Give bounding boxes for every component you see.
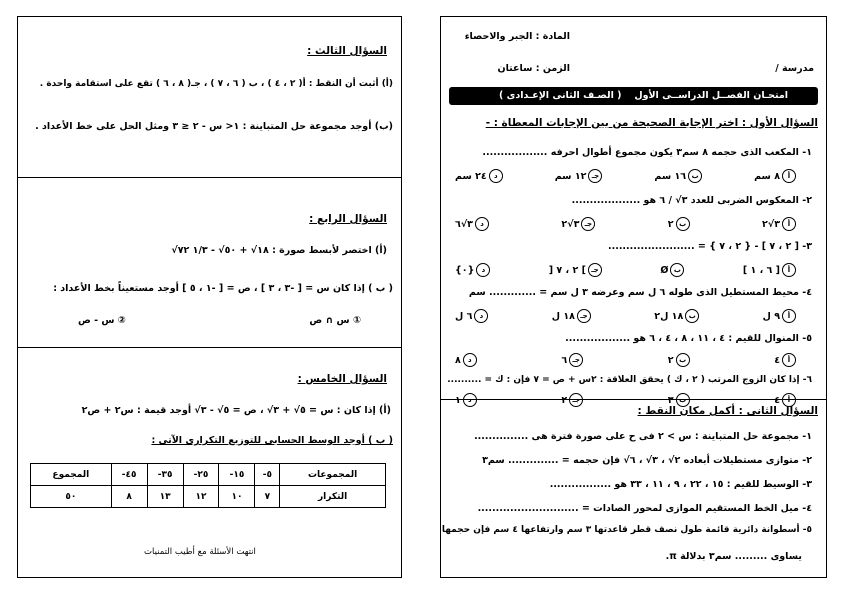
- q2-title: السؤال الثانى : أكمل مكان النقط :: [637, 405, 818, 417]
- section-divider: [18, 177, 401, 178]
- option-text: ٢٤ سم: [455, 170, 487, 182]
- option[interactable]: [668, 353, 690, 367]
- option[interactable]: [455, 309, 488, 323]
- exam-page-right: [440, 16, 827, 578]
- q5-title: السؤال الخامس :: [297, 373, 387, 385]
- option[interactable]: [549, 263, 602, 277]
- option[interactable]: [754, 169, 796, 183]
- option-letter: د: [475, 217, 489, 231]
- option-text: ٢: [667, 218, 674, 230]
- option-letter: أ: [782, 263, 796, 277]
- q-text: المنوال للقيم : ٤ ، ١١ ، ٨ ، ٤ ، ٦ هو ..................: [565, 333, 799, 344]
- option-text: ٣: [667, 394, 674, 406]
- table-cell: ٧: [255, 486, 280, 508]
- option-text: ٣√٦: [455, 218, 473, 230]
- option[interactable]: [455, 263, 490, 277]
- option-text: ١: [455, 394, 461, 406]
- question-4: [469, 287, 812, 298]
- option-letter: جـ: [577, 309, 591, 323]
- table-cell: ٢٥-: [183, 464, 219, 486]
- table-cell: ١٢: [183, 486, 219, 508]
- time-label: الزمن : ساعتان: [497, 63, 570, 74]
- option-letter: جـ: [581, 217, 595, 231]
- section-divider: [18, 347, 401, 348]
- table-cell: ١٠: [219, 486, 255, 508]
- option-text: ٩ ل: [762, 310, 780, 322]
- option-text: ٨ سم: [754, 170, 780, 182]
- q5-part-a: (أ) إذا كان : س = ٥√ + ٣√ ، ص = ٥√ - ٣√ أوجد قيمة : س٢ + ص٢: [81, 405, 391, 416]
- option-text: ١٨ ل٢: [654, 310, 684, 322]
- q2-item-5: ٥- أسطوانة دائرية قائمة طول نصف قطر قاعدتها ٣ سم وارتفاعها ٤ سم فإن حجمها: [441, 525, 812, 535]
- option[interactable]: [455, 217, 489, 231]
- option[interactable]: [455, 393, 477, 407]
- q3-title: السؤال الثالث :: [307, 45, 387, 57]
- option-letter: ب: [670, 263, 684, 277]
- option[interactable]: [668, 217, 690, 231]
- q-num: ٤-: [802, 287, 812, 298]
- option[interactable]: [654, 169, 702, 183]
- table-cell: ٣٥-: [147, 464, 183, 486]
- table-cell: المجموع: [31, 464, 112, 486]
- table-cell: ٥-: [255, 464, 280, 486]
- table-cell: التكرار: [280, 486, 386, 508]
- question-1: [482, 147, 812, 158]
- q-num: ٣-: [802, 241, 812, 252]
- q3-options: [455, 263, 796, 277]
- question-2: [572, 195, 812, 206]
- table-cell: ٥٠: [31, 486, 112, 508]
- q4-sub-2: ② س - ص: [78, 315, 126, 326]
- q2-item-1: ١- مجموعة حل المتباينة : س > ٢ فى ح على صورة فترة هى ...............: [474, 431, 812, 442]
- q2-item-5-cont: يساوى ......... سم٣ بدلالة π.: [665, 551, 802, 562]
- option-text: {٠}: [455, 264, 475, 276]
- option[interactable]: [763, 309, 796, 323]
- option-letter: د: [476, 263, 490, 277]
- q-num: ١-: [802, 147, 812, 158]
- option-letter: ب: [685, 309, 699, 323]
- option[interactable]: [455, 169, 503, 183]
- q5-options: [455, 353, 796, 367]
- q3-part-b: (ب) أوجد مجموعة حل المتباينة : ١< س - ٢ ≤ ٣ ومثل الحل على خط الأعداد .: [35, 121, 393, 132]
- exam-page-left: [17, 16, 402, 578]
- option-letter: أ: [782, 353, 796, 367]
- option-text: ٤: [774, 354, 780, 366]
- question-6: [447, 375, 812, 385]
- exam-banner: [449, 87, 818, 105]
- option-letter: أ: [782, 169, 796, 183]
- option-letter: ب: [688, 169, 702, 183]
- option-text: ١٦ سم: [654, 170, 687, 182]
- q-text: المكعب الذى حجمه ٨ سم٣ يكون مجموع أطوال احرفه ..................: [482, 147, 799, 158]
- q4-part-a: (أ) اختصر لأبسط صورة : ١٨√ + ٥٠√ - ١/٣ ٧٢√: [171, 245, 387, 256]
- subject-label: المادة : الجبر والاحصاء: [464, 31, 570, 42]
- option[interactable]: [561, 393, 583, 407]
- option-letter: ب: [676, 353, 690, 367]
- option-letter: جـ: [569, 353, 583, 367]
- option-text: ٦: [561, 354, 568, 366]
- option-letter: أ: [782, 217, 796, 231]
- banner-grade: ( الصـف الثانى الإعـدادى ): [499, 90, 622, 101]
- footer-note: انتهت الأسئلة مع أطيب التمنيات: [144, 547, 256, 557]
- option-text: ٦ ل: [455, 310, 473, 322]
- table-cell: المجموعات: [280, 464, 386, 486]
- q-num: ٥-: [802, 333, 812, 344]
- option[interactable]: [555, 169, 603, 183]
- q4-part-b: ( ب ) إذا كان س = [ -٣ ، ٣ ] ، ص = [ -١ ، ٥ ] أوجد مستعيناً بخط الأعداد :: [53, 283, 393, 294]
- q-num: ٢-: [802, 195, 812, 206]
- option[interactable]: [654, 309, 699, 323]
- q-num: ٦-: [802, 375, 812, 385]
- option-letter: د: [474, 309, 488, 323]
- school-label: مدرسة /: [775, 63, 814, 74]
- q1-options: [455, 169, 796, 183]
- q4-options: [455, 309, 796, 323]
- option[interactable]: [774, 353, 796, 367]
- table-row: [31, 464, 386, 486]
- option-letter: ب: [676, 393, 690, 407]
- question-5: [565, 333, 812, 344]
- section-divider: [441, 399, 826, 400]
- option-letter: د: [463, 393, 477, 407]
- table-cell: ٤٥-: [111, 464, 147, 486]
- option-letter: جـ: [569, 393, 583, 407]
- option-letter: جـ: [588, 169, 602, 183]
- q3-part-a: (أ) أثبت أن النقط : أ( ٢ ، ٤ ) ، ب ( ٦ ، ٧ ) ، جـ( ٨ ، ٦ ) تقع على استقامة واحدة .: [39, 79, 393, 89]
- option-letter: جـ: [588, 263, 602, 277]
- q1-title: السؤال الأول : اختر الإجابة الصحيحة من بين الإجابات المعطاة : -: [485, 117, 818, 129]
- option-text: ٣√٢: [561, 218, 580, 230]
- q-text: [ ٢ ، ٧ ] - { ٢ ، ٧ } = ........................: [608, 241, 799, 252]
- option-text: ٢: [667, 354, 674, 366]
- option-text: [ ٦ ، ١ ]: [742, 264, 780, 276]
- option[interactable]: [561, 217, 595, 231]
- banner-exam: امتحـان الفصــل الدراســى الأول: [634, 90, 788, 101]
- option-letter: د: [489, 169, 503, 183]
- option[interactable]: [561, 353, 583, 367]
- option-text: ١٨ ل: [551, 310, 575, 322]
- option-text: ٨: [455, 354, 461, 366]
- option-text: ٤: [774, 394, 780, 406]
- q-text: المعكوس الضربى للعدد ٣√ / ٦ هو ...................: [571, 195, 799, 206]
- q4-title: السؤال الرابع :: [309, 213, 387, 225]
- q2-options: [455, 217, 796, 231]
- q-text: إذا كان الزوج المرتب ( ٢ ، ك ) يحقق العلاقة : ٢س + ص = ٧ فإن : ك = ..........: [447, 375, 800, 385]
- q2-item-3: ٣- الوسيط للقيم : ١٥ ، ٢٢ ، ٩ ، ١١ ، ٣٣ هو .................: [549, 479, 812, 490]
- table-cell: ٨: [111, 486, 147, 508]
- option[interactable]: [762, 217, 796, 231]
- option[interactable]: [743, 263, 796, 277]
- option[interactable]: [455, 353, 477, 367]
- question-3: [608, 241, 812, 252]
- option-text: ] ٢ ، ٧ [: [548, 264, 586, 276]
- option[interactable]: [660, 263, 684, 277]
- q2-item-4: ٤- ميل الخط المستقيم الموازى لمحور الصادات = ............................: [477, 503, 812, 514]
- option-text: ٣√٢: [762, 218, 780, 230]
- option-letter: ب: [676, 217, 690, 231]
- table-cell: ١٥-: [219, 464, 255, 486]
- option-text: ٢: [561, 394, 568, 406]
- q2-item-2: ٢- متوازى مستطيلات أبعاده ٢√ ، ٣√ ، ٦√ فإن حجمه = .............. سم٣: [482, 455, 812, 466]
- option[interactable]: [552, 309, 591, 323]
- frequency-table: [30, 463, 386, 508]
- q5-part-b: ( ب ) أوجد الوسط الحسابى للتوزيع التكرارى الآتى :: [151, 435, 393, 446]
- q-text: محيط المستطيل الذى طوله ٦ ل سم وعرضه ٣ ل سم = ............. سم: [468, 287, 799, 298]
- option-letter: أ: [782, 393, 796, 407]
- option-text: ١٢ سم: [554, 170, 587, 182]
- option-text: Ø: [660, 264, 669, 276]
- option-letter: د: [463, 353, 477, 367]
- table-row: [31, 486, 386, 508]
- q4-sub-1: ① س ∩ ص: [309, 315, 361, 326]
- table-cell: ١٣: [147, 486, 183, 508]
- option-letter: أ: [782, 309, 796, 323]
